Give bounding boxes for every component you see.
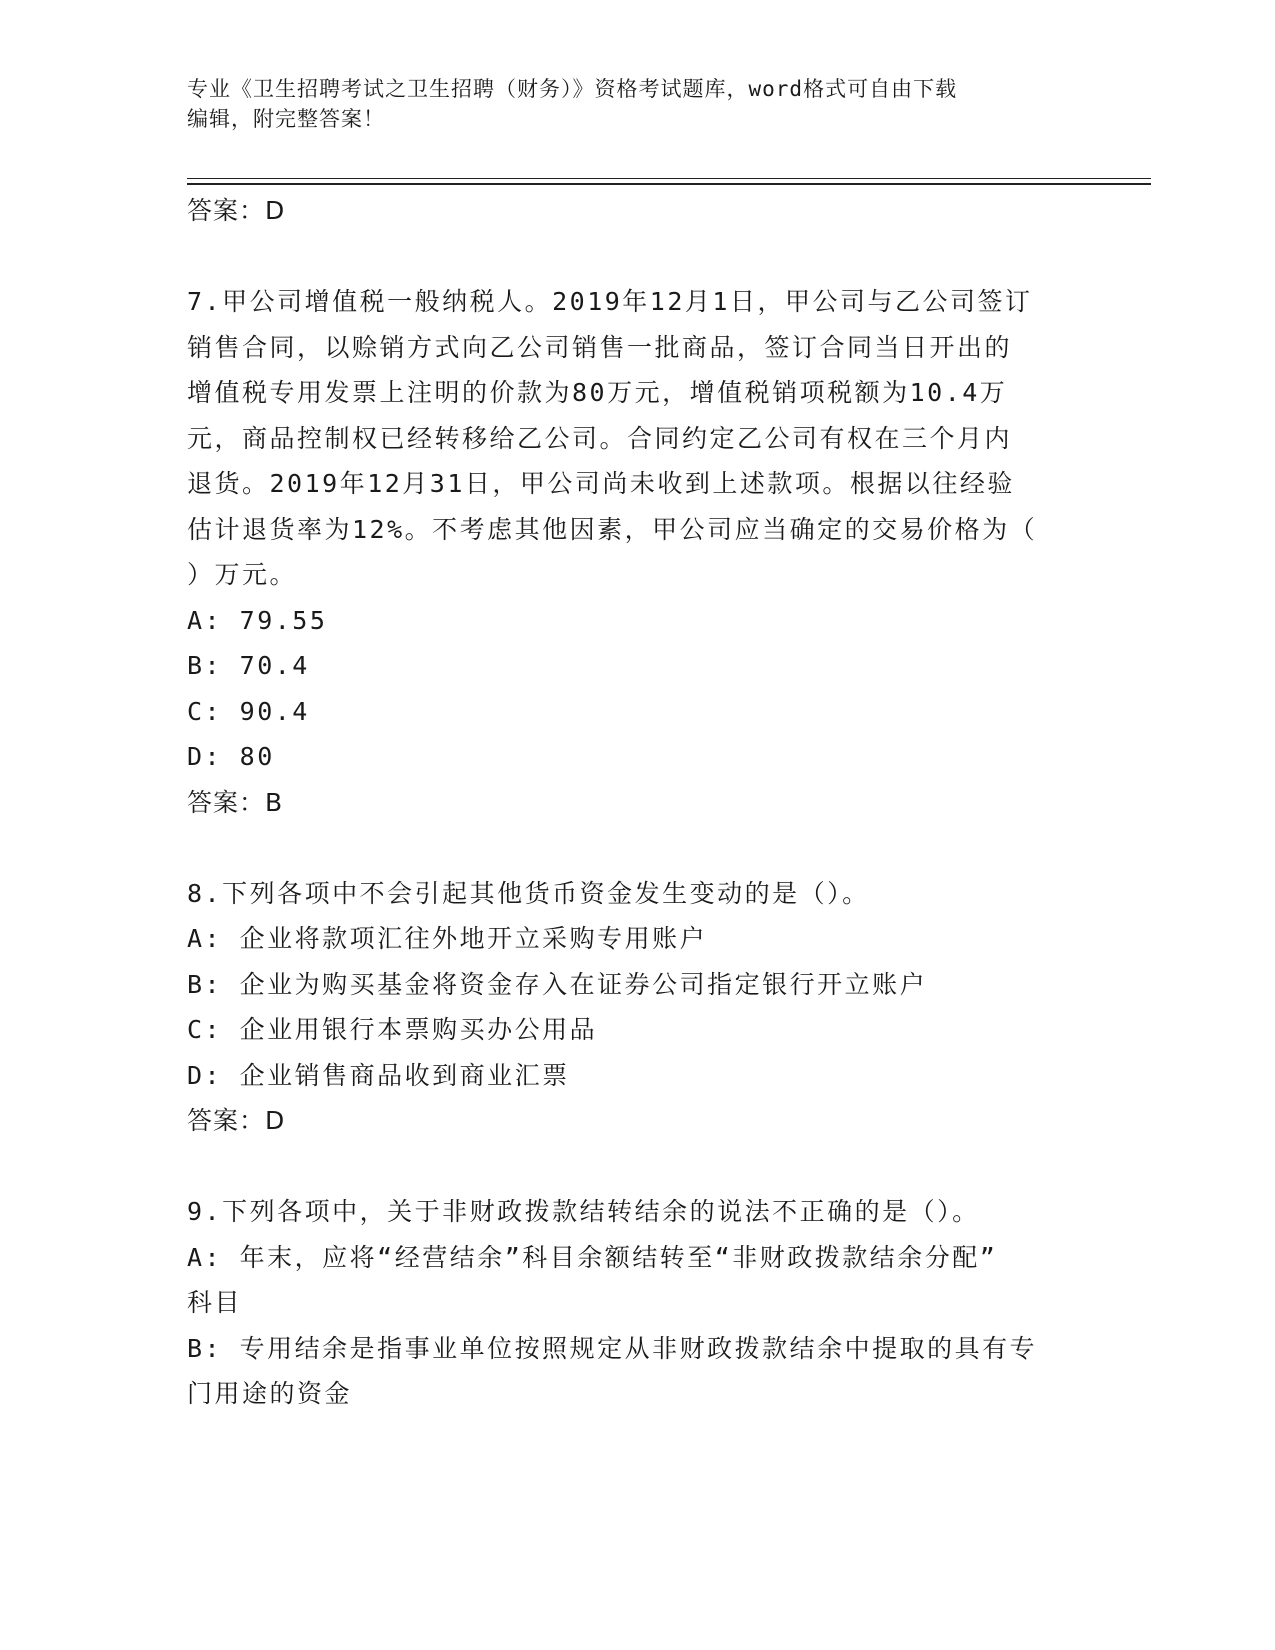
question-7-text-line: 元，商品控制权已经转移给乙公司。合同约定乙公司有权在三个月内 <box>187 423 1013 453</box>
question-7-option-b: B: 70.4 <box>187 651 310 680</box>
question-7-text-line: ）万元。 <box>187 560 298 589</box>
question-7-text-line: 估计退货率为12%。不考虑其他因素，甲公司应当确定的交易价格为（ <box>187 514 1038 544</box>
question-7-option-a: A: 79.55 <box>187 605 328 635</box>
question-7-text-line: 增值税专用发票上注明的价款为80万元，增值税销项税额为10.4万 <box>187 378 1008 407</box>
question-7-text-line: 7.甲公司增值税一般纳税人。2019年12月1日，甲公司与乙公司签订 <box>187 287 1033 316</box>
question-7-option-d: D: 80 <box>187 742 275 771</box>
header-rule-thin <box>187 178 1151 179</box>
header-line-2: 编辑，附完整答案！ <box>187 107 385 131</box>
question-9-option-b-continued: 门用途的资金 <box>187 1379 353 1408</box>
question-8 <box>187 871 1077 1144</box>
question-7 <box>187 279 1077 825</box>
question-7-text-line: 销售合同，以赊销方式向乙公司销售一批商品，签订合同当日开出的 <box>187 332 1013 362</box>
question-9 <box>187 1189 1077 1417</box>
question-9-text-line: 9.下列各项中，关于非财政拨款结转结余的说法不正确的是（）。 <box>187 1197 980 1226</box>
question-7-answer: 答案：B <box>187 787 284 817</box>
question-9-option-a-continued: 科目 <box>187 1288 243 1317</box>
question-7-option-c: C: 90.4 <box>187 696 310 726</box>
question-content <box>187 188 1077 1417</box>
question-8-option-a: A: 企业将款项汇往外地开立采购专用账户 <box>187 924 708 953</box>
page-header <box>187 74 1087 134</box>
question-9-option-a: A: 年末，应将“经营结余”科目余额结转至“非财政拨款结余分配” <box>187 1242 998 1272</box>
question-8-text-line: 8.下列各项中不会引起其他货币资金发生变动的是（）。 <box>187 878 870 908</box>
question-8-option-d: D: 企业销售商品收到商业汇票 <box>187 1060 570 1090</box>
question-8-answer: 答案：D <box>187 1106 286 1135</box>
question-7-text-line: 退货。2019年12月31日，甲公司尚未收到上述款项。根据以往经验 <box>187 469 1015 498</box>
question-8-option-c: C: 企业用银行本票购买办公用品 <box>187 1015 598 1044</box>
previous-answer: 答案：D <box>187 196 286 225</box>
question-9-option-b: B: 专用结余是指事业单位按照规定从非财政拨款结余中提取的具有专 <box>187 1333 1038 1363</box>
question-8-option-b: B: 企业为购买基金将资金存入在证券公司指定银行开立账户 <box>187 969 928 999</box>
header-line-1: 专业《卫生招聘考试之卫生招聘（财务）》资格考试题库，word格式可自由下载 <box>187 77 958 101</box>
header-rule-thick <box>187 183 1151 185</box>
